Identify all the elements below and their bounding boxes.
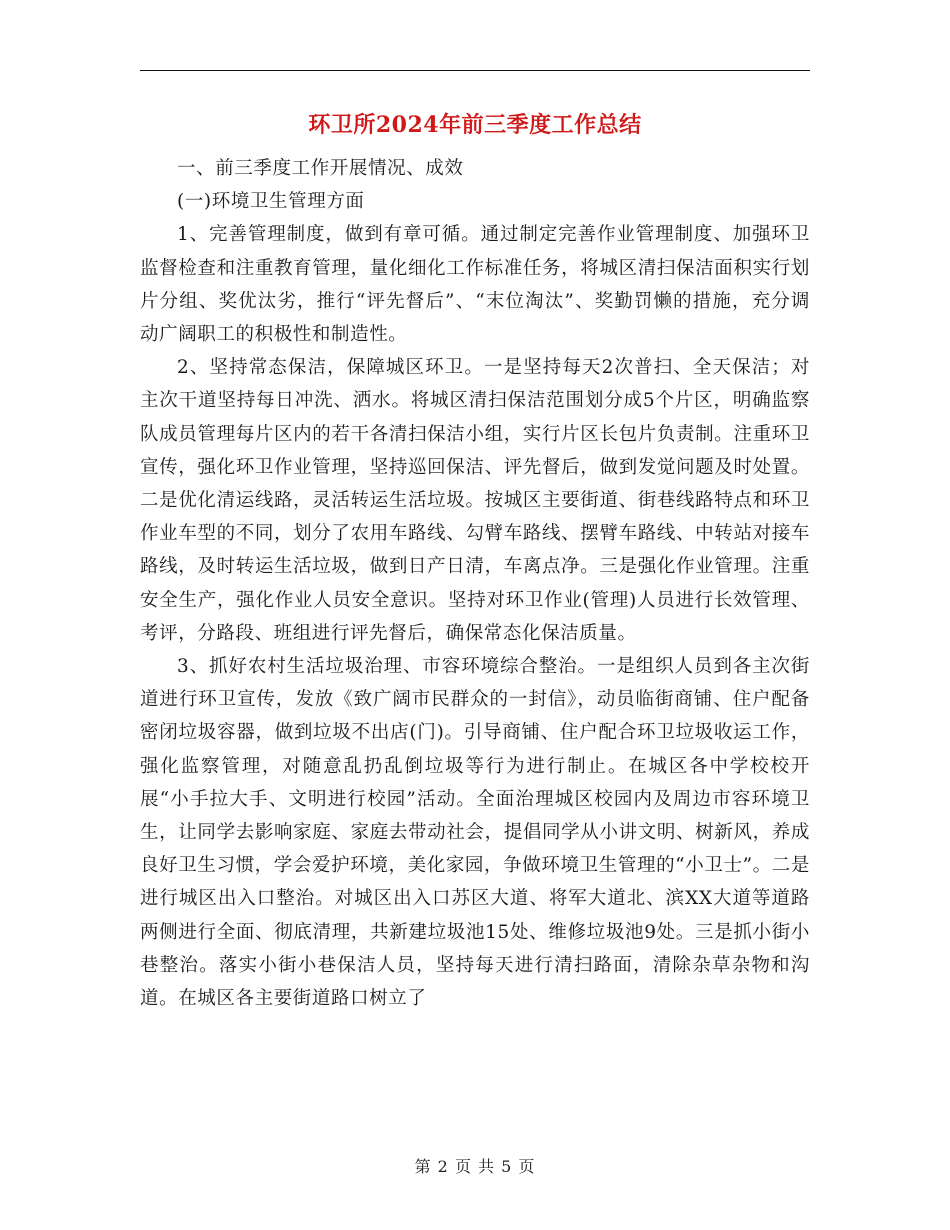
section-heading: 一、前三季度工作开展情况、成效 <box>177 158 464 179</box>
body-paragraph: 3、抓好农村生活垃圾治理、市容环境综合整治。一是组织人员到各主次街道进行环卫宣传，发放《致广阔市民群众的一封信》，动员临街商铺、住户配备密闭垃圾容器，做到垃圾不出店(门)。引导商铺、住户配合环卫垃圾收运工作，强化监察管理，对随意乱扔乱倒垃圾等行为进行制止。在城区各中学校校开展“小手拉大手、文明进行校园”活动。全面治理城区校园内及周边市容环境卫生，让同学去影响家庭、家庭去带动社会，提倡同学从小讲文明、树新风，养成良好卫生习惯，学会爱护环境，美化家园，争做环境卫生管理的“小卫士”。二是进行城区出入口整治。对城区出入口苏区大道、将军大道北、滨XX大道等道路两侧进行全面、彻底清理，共新建垃圾池15处、维修垃圾池9处。三是抓小街小巷整治。落实小街小巷保洁人员，坚持每天进行清扫路面，清除杂草杂物和沟道。在城区各主要街道路口树立了 <box>140 656 810 1010</box>
document-title: 环卫所2024年前三季度工作总结 <box>308 112 642 138</box>
subsection-heading: (一)环境卫生管理方面 <box>177 191 365 213</box>
body-paragraph: 1、完善管理制度，做到有章可循。通过制定完善作业管理制度、加强环卫监督检查和注重教育管理，量化细化工作标准任务，将城区清扫保洁面积实行划片分组、奖优汰劣，推行“评先督后”、“末位淘汰”、奖勤罚懒的措施，充分调动广阔职工的积极性和制造性。 <box>140 224 810 346</box>
page-number-footer: 第 2 页 共 5 页 <box>414 1157 536 1176</box>
document-body <box>140 152 810 1015</box>
body-paragraph: 2、坚持常态保洁，保障城区环卫。一是坚持每天2次普扫、全天保洁；对主次干道坚持每日冲洗、洒水。将城区清扫保洁范围划分成5个片区，明确监察队成员管理每片区内的若干各清扫保洁小组，实行片区长包片负责制。注重环卫宣传，强化环卫作业管理，坚持巡回保洁、评先督后，做到发觉问题及时处置。二是优化清运线路，灵活转运生活垃圾。按城区主要街道、街巷线路特点和环卫作业车型的不同，划分了农用车路线、勾臂车路线、摆臂车路线、中转站对接车路线，及时转运生活垃圾，做到日产日清，车离点净。三是强化作业管理。注重安全生产，强化作业人员安全意识。坚持对环卫作业(管理)人员进行长效管理、考评，分路段、班组进行评先督后，确保常态化保洁质量。 <box>140 357 810 644</box>
header-rule <box>140 70 810 71</box>
